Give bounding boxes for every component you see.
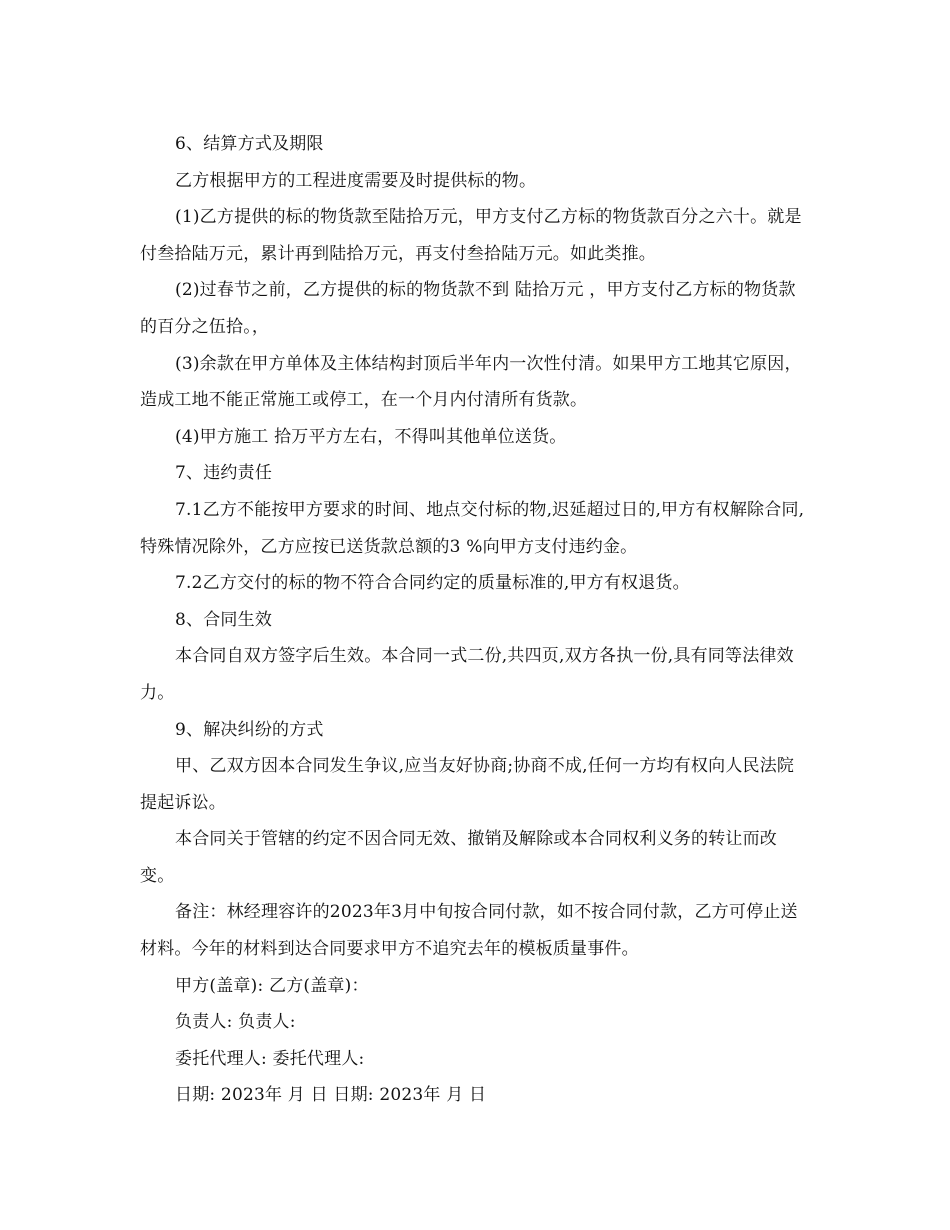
paragraph-dispute: 甲、乙双方因本合同发生争议,应当友好协商;协商不成,任何一方均有权向人民法院提起诉讼。 [140, 756, 795, 813]
signature-parties: 甲方(盖章): 乙方(盖章)： [175, 975, 369, 996]
signature-responsible: 负责人: 负责人: [175, 1012, 296, 1033]
section-heading-breach: 7、违约责任 [175, 463, 273, 484]
paragraph-remarks: 备注：林经理容许的2023年3月中旬按合同付款，如不按合同付款，乙方可停止送材料。今年的材料到达合同要求甲方不追究去年的模板质量事件。 [140, 902, 798, 960]
clause-2: (2)过春节之前，乙方提供的标的物货款不到 陆拾万元 ，甲方支付乙方标的物货款的百分之伍拾。， [140, 280, 796, 337]
signature-agents: 委托代理人: 委托代理人: [175, 1048, 365, 1069]
clause-7-1: 7.1乙方不能按甲方要求的时间、地点交付标的物,迟延超过日的,甲方有权解除合同,特殊情况除外，乙方应按已送货款总额的3 %向甲方支付违约金。 [140, 499, 805, 557]
section-heading-settlement: 6、结算方式及期限 [175, 134, 324, 154]
clause-4: (4)甲方施工 拾万平方左右，不得叫其他单位送货。 [175, 426, 567, 447]
paragraph-effect: 本合同自双方签字后生效。本合同一式二份,共四页,双方各执一份,具有同等法律效力。 [140, 646, 794, 703]
paragraph-supply: 乙方根据甲方的工程进度需要及时提供标的物。 [175, 170, 537, 191]
clause-3: (3)余款在甲方单体及主体结构封顶后半年内一次性付清。如果甲方工地其它原因，造成工地不能正常施工或停工，在一个月内付清所有货款。 [140, 353, 802, 411]
clause-1: (1)乙方提供的标的物货款至陆拾万元，甲方支付乙方标的物货款百分之六十。就是付叁拾陆万元，累计再到陆拾万元，再支付叁拾陆万元。如此类推。 [140, 207, 802, 264]
document-body [140, 126, 810, 1114]
paragraph-jurisdiction: 本合同关于管辖的约定不因合同无效、撤销及解除或本合同权利义务的转让而改变。 [140, 829, 777, 886]
section-heading-effect: 8、合同生效 [175, 609, 273, 630]
section-heading-dispute: 9、解决纠纷的方式 [175, 719, 324, 740]
clause-7-2: 7.2乙方交付的标的物不符合合同约定的质量标准的,甲方有权退货。 [175, 573, 690, 594]
signature-dates: 日期: 2023年 月 日 日期: 2023年 月 日 [175, 1085, 487, 1106]
